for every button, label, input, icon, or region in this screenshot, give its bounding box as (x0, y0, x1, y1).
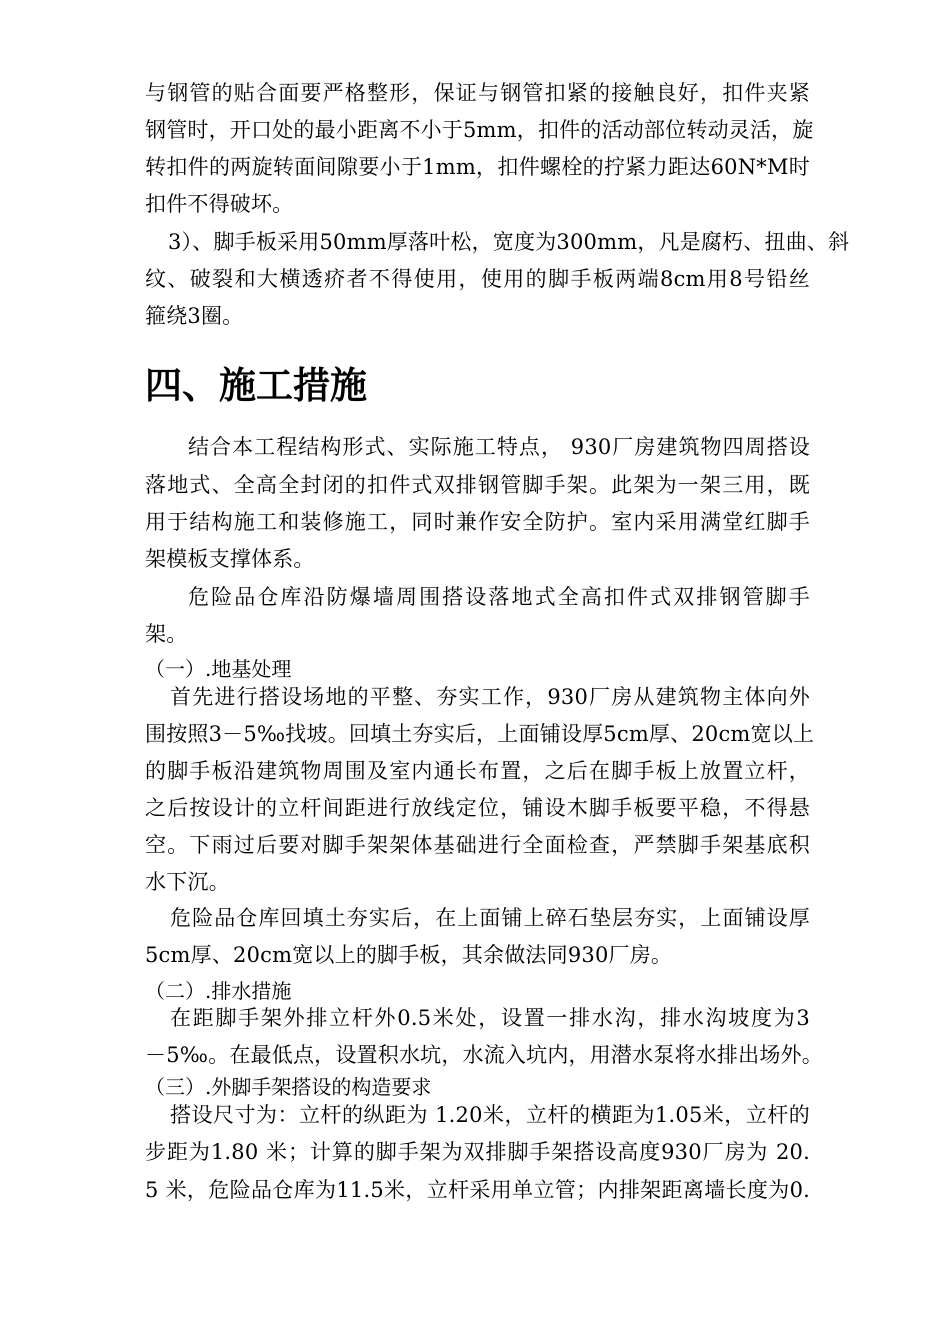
paragraph-line: 3）、脚手板采用50mm厚落叶松，宽度为300mm，凡是腐朽、扭曲、斜 (168, 230, 850, 254)
paragraph-line: 水下沉。 (145, 870, 230, 894)
paragraph-line: 与钢管的贴合面要严格整形，保证与钢管扣紧的接触良好，扣件夹紧 (145, 81, 810, 105)
paragraph-line: 纹、破裂和大横透疥者不得使用，使用的脚手板两端8cm用8号铅丝 (145, 267, 810, 291)
paragraph-line: 用于结构施工和装修施工，同时兼作安全防护。室内采用满堂红脚手 (145, 510, 810, 534)
paragraph-line: 5 米，危险品仓库为11.5米，立杆采用单立管；内排架距离墙长度为0. (145, 1178, 810, 1202)
paragraph-line: 架模板支撑体系。 (145, 547, 315, 571)
paragraph-line: 扣件不得破坏。 (145, 192, 294, 216)
section-heading: 四、施工措施 (145, 364, 367, 407)
paragraph-line: 危险品仓库沿防爆墙周围搭设落地式全高扣件式双排钢管脚手 (188, 585, 810, 609)
paragraph-line: 的脚手板沿建筑物周围及室内通长布置，之后在脚手板上放置立杆， (145, 759, 810, 783)
paragraph-line: 步距为1.80 米；计算的脚手架为双排脚手架搭设高度930厂房为 20. (145, 1140, 810, 1164)
paragraph-line: 围按照3－5‰找坡。回填土夯实后，上面铺设厚5cm厚、20cm宽以上 (145, 722, 815, 746)
paragraph-line: 落地式、全高全封闭的扣件式双排钢管脚手架。此架为一架三用，既 (145, 473, 810, 497)
paragraph-line: 转扣件的两旋转面间隙要小于1mm，扣件螺栓的拧紧力距达60N*M时 (145, 155, 810, 179)
subsection-title: （三）.外脚手架搭设的构造要求 (145, 1075, 432, 1099)
paragraph-line: 结合本工程结构形式、实际施工特点， 930厂房建筑物四周搭设 (188, 435, 810, 459)
paragraph-line: 架。 (145, 622, 188, 646)
paragraph-line: 5cm厚、20cm宽以上的脚手板，其余做法同930厂房。 (145, 943, 673, 967)
paragraph-line: 钢管时，开口处的最小距离不小于5mm，扣件的活动部位转动灵活，旋 (145, 118, 814, 142)
paragraph-line: 搭设尺寸为：立杆的纵距为 1.20米，立杆的横距为1.05米，立杆的 (170, 1103, 810, 1127)
subsection-title: （二）.排水措施 (145, 979, 292, 1003)
paragraph-line: 在距脚手架外排立杆外0.5米处，设置一排水沟，排水沟坡度为3 (170, 1006, 810, 1030)
paragraph-line: 危险品仓库回填土夯实后，在上面铺上碎石垫层夯实，上面铺设厚 (170, 906, 810, 930)
paragraph-line: 空。下雨过后要对脚手架架体基础进行全面检查，严禁脚手架基底积 (145, 833, 810, 857)
paragraph-line: 箍绕3圈。 (145, 304, 244, 328)
subsection-title: （一）.地基处理 (145, 657, 292, 681)
paragraph-line: －5‰。在最低点，设置积水坑，水流入坑内，用潜水泵将水排出场外。 (145, 1043, 823, 1067)
paragraph-line: 之后按设计的立杆间距进行放线定位，铺设木脚手板要平稳，不得悬 (145, 796, 810, 820)
paragraph-line: 首先进行搭设场地的平整、夯实工作，930厂房从建筑物主体向外 (170, 685, 810, 709)
